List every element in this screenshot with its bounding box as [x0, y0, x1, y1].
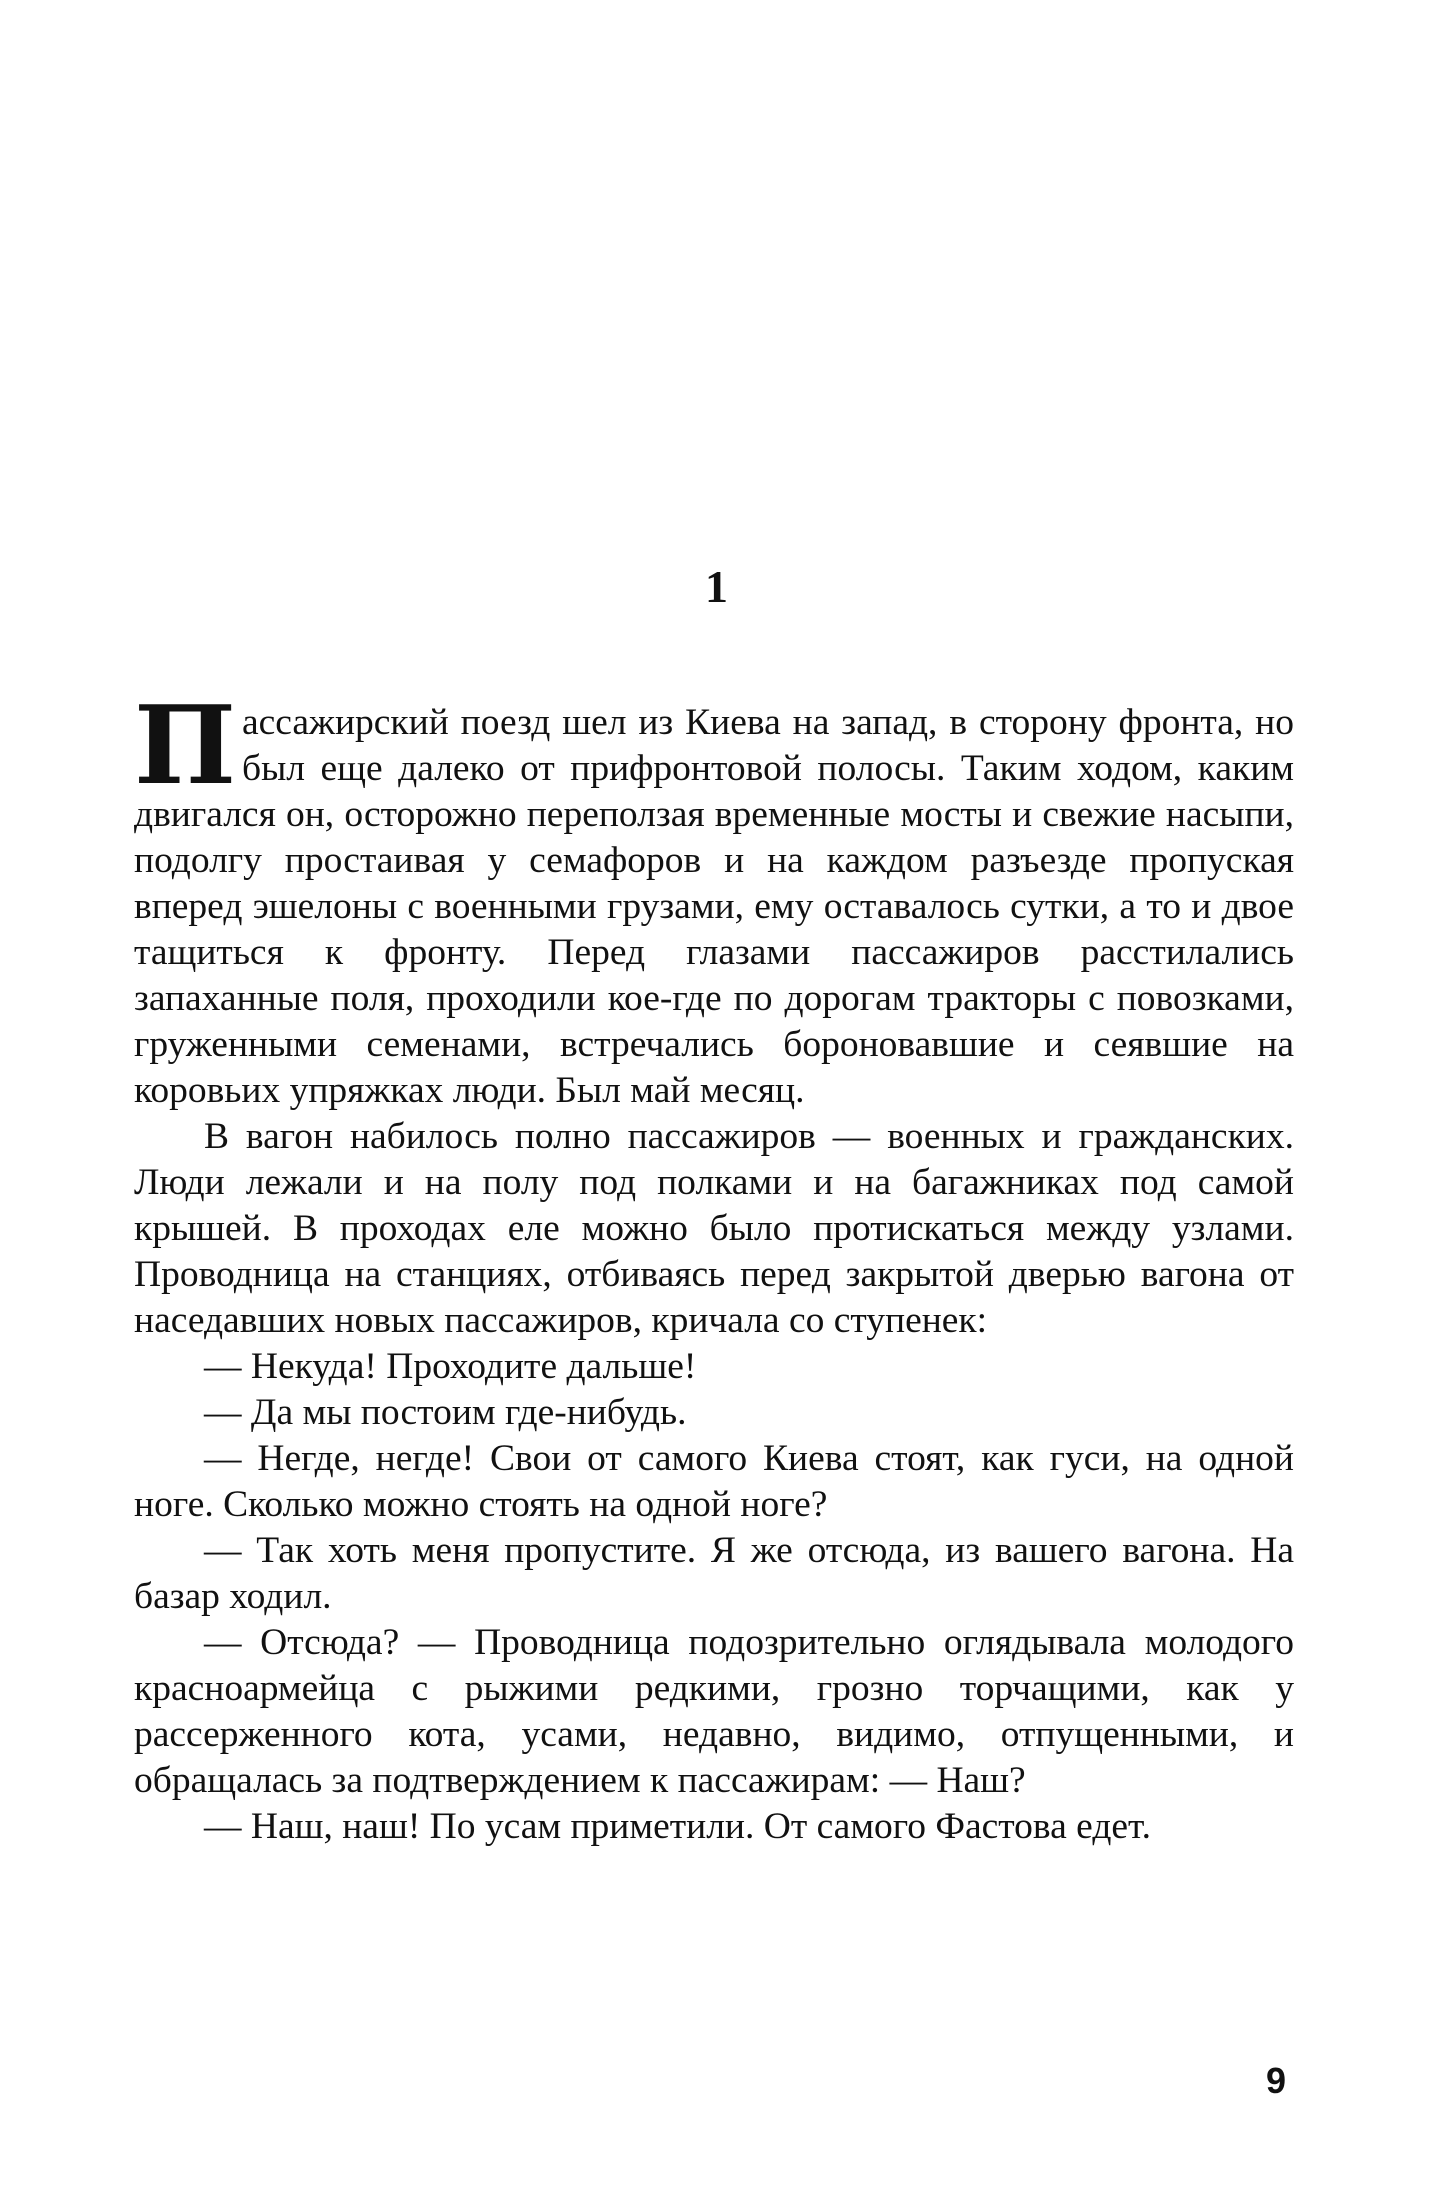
body-text [134, 683, 1294, 1850]
dialogue-line: — Некуда! Проходите дальше! [204, 1346, 697, 1387]
page-number: 9 [1265, 2060, 1286, 2101]
dialogue-line: — Так хоть меня пропустите. Я же отсюда, из вашего вагона. На базар ходил. [134, 1530, 1294, 1617]
opening-paragraph-text: ассажирский поезд шел из Киева на запад, в сторону фронта, но был еще далеко от прифронтовой полосы. Таким ходом, каким двигался он, осторожно переползая временные мосты и свежие насыпи, подолгу простаивая у семафоров и на каждом разъезде пропуская вперед эшелоны с военными грузами, ему оставалось сутки, а то и двое тащиться к фронту. Перед глазами пассажиров расстилались запаханные поля, проходили кое-где по дорогам тракторы с повозками, груженными семенами, встречались бороновавшие и сеявшие на коровьих упряжках люди. Был май месяц. [134, 702, 1294, 1111]
paragraph: В вагон набилось полно пассажиров — военных и гражданских. Люди лежали и на полу под полками и на багажниках под самой крышей. В проходах еле можно было протискаться между узлами. Проводница на станциях, отбиваясь перед закрытой дверью вагона от наседавших новых пассажиров, кричала со ступенек: [134, 1116, 1294, 1341]
chapter-number: 1 [705, 561, 728, 612]
dialogue-line: — Негде, негде! Свои от самого Киева стоят, как гуси, на одной ноге. Сколько можно стоять на одной ноге? [134, 1438, 1294, 1525]
dialogue-line: — Да мы постоим где-нибудь. [204, 1392, 687, 1433]
dialogue-line: — Отсюда? — Проводница подозрительно оглядывала молодого красноармейца с рыжими редкими, грозно торчащими, как у рассерженного кота, усами, недавно, видимо, отпущенными, и обращалась за подтверждением к пассажирам: — Наш? [134, 1622, 1294, 1801]
drop-cap: П [134, 683, 236, 809]
dialogue-line: — Наш, наш! По усам приметили. От самого Фастова едет. [204, 1806, 1151, 1847]
opening-paragraph [134, 683, 1294, 1114]
